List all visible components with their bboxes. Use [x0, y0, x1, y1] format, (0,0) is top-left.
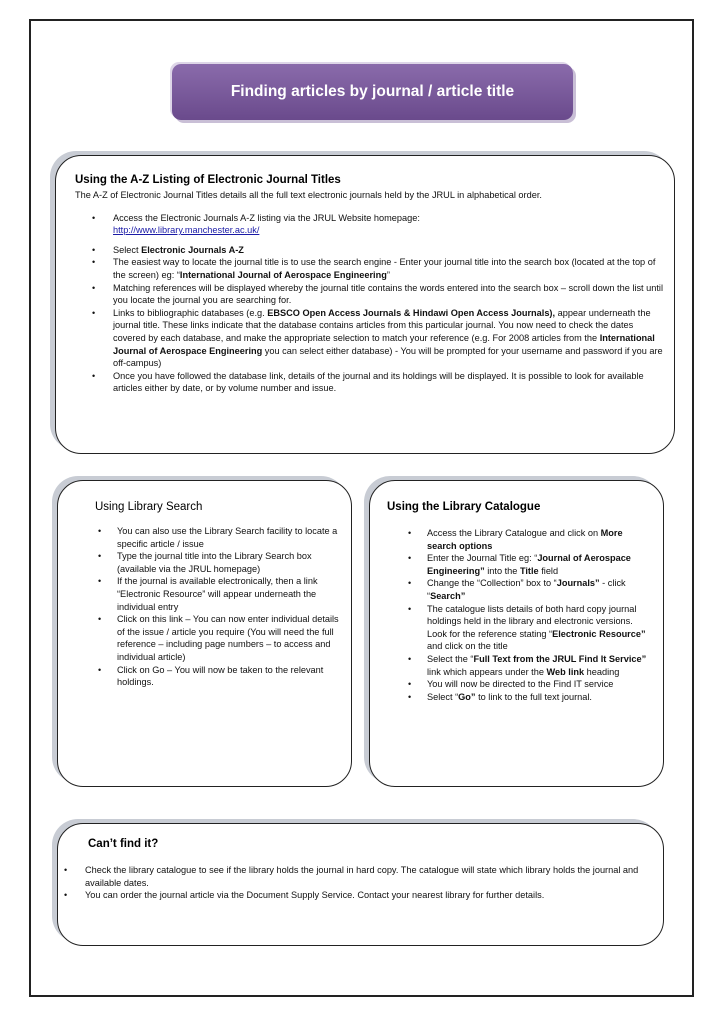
bullet-icon: •	[92, 282, 96, 293]
bullet-icon: •	[92, 370, 96, 381]
list-item: • You can also use the Library Search facility to locate a specific article / issue	[98, 526, 338, 549]
cant-find-it-heading: Can’t find it?	[88, 838, 159, 850]
list-item: • Enter the Journal Title eg: “Journal of Aerospace Engineering” into the Title field	[408, 553, 631, 576]
list-item: • Type the journal title into the Library Search box (available via the JRUL homepage)	[98, 551, 312, 574]
bullet-icon: •	[64, 865, 68, 875]
list-item: • If the journal is available electronically, then a link “Electronic Resource” will appear underneath the individual entry	[98, 576, 318, 612]
az-listing-panel	[55, 155, 675, 454]
list-item: • Links to bibliographic databases (e.g. EBSCO Open Access Journals & Hindawi Open Access Journals), appear underneath the journal title. These links indicate that the database contains articles from this particular journal. You now need to check the dates covered by each database, and make the appropriate selection to match your reference (e.g. For 2008 articles from the International Journal of Aerospace Engineering you can select either database) - You will be prompted for your username and password if you are off-campus)	[92, 307, 663, 369]
list-item: • Matching references will be displayed whereby the journal title contains the words entered into the search box – scroll down the list until you locate the journal you are searching for.	[92, 282, 664, 306]
list-item: • Change the “Collection” box to “Journals” - click “Search”	[408, 578, 626, 601]
bullet-icon: •	[98, 576, 102, 587]
library-search-panel	[57, 480, 352, 787]
list-item: • Access the Library Catalogue and click on More search options	[408, 528, 623, 551]
bullet-icon: •	[92, 307, 96, 318]
list-item: • Click on Go – You will now be taken to the relevant holdings.	[98, 664, 324, 688]
list-item: • Select the “Full Text from the JRUL Find It Service” link which appears under the Web link heading	[408, 653, 647, 677]
jrul-homepage-link[interactable]: http://www.library.manchester.ac.uk/	[113, 225, 260, 236]
bullet-icon: •	[408, 578, 412, 589]
library-search-heading: Using Library Search	[95, 501, 203, 513]
bullet-icon: •	[408, 691, 412, 702]
bullet-icon: •	[408, 553, 412, 564]
bullet-icon: •	[408, 528, 412, 538]
list-item: • Once you have followed the database link, details of the journal and its holdings will be displayed. It is possible to look for available articles either by date, or by volume number and issue.	[92, 370, 644, 394]
list-item: • You will now be directed to the Find IT service	[408, 679, 614, 690]
az-intro: The A-Z of Electronic Journal Titles details all the full text electronic journals held by the JRUL in alphabetical order.	[75, 190, 542, 200]
bullet-icon: •	[92, 212, 96, 223]
bullet-icon: •	[408, 679, 412, 690]
list-item: • Select Electronic Journals A-Z	[92, 244, 244, 255]
bullet-icon: •	[98, 614, 102, 625]
bullet-icon: •	[98, 526, 102, 536]
bullet-icon: •	[64, 890, 68, 901]
list-item: • Select “Go” to link to the full text journal.	[408, 691, 592, 702]
list-item: • The easiest way to locate the journal title is to use the search engine - Enter your journal title into the search box (located at the top of the screen) eg: “International Journal of Aerospace Engineering”	[92, 257, 656, 280]
bullet-icon: •	[98, 664, 102, 675]
az-heading: Using the A-Z Listing of Electronic Journal Titles	[75, 174, 341, 186]
cant-find-it-panel	[57, 823, 664, 946]
list-item: • You can order the journal article via the Document Supply Service. Contact your nearest library for further details.	[64, 890, 545, 901]
library-catalogue-panel	[369, 480, 664, 787]
list-item: • Check the library catalogue to see if the library holds the journal in hard copy. The catalogue will state which library holds the journal and available dates.	[64, 865, 639, 888]
page-title: Finding articles by journal / article title	[172, 64, 573, 120]
list-item: • Click on this link – You can now enter individual details of the issue / article you require (You will need the full reference – including page numbers – to access and individual article)	[98, 614, 339, 662]
library-catalogue-heading: Using the Library Catalogue	[387, 501, 541, 513]
bullet-icon: •	[408, 603, 412, 614]
list-item: • The catalogue lists details of both hard copy journal holdings held in the library and electronic versions. Look for the reference stating “Electronic Resource” and click on the title	[408, 603, 646, 652]
bullet-icon: •	[98, 551, 102, 562]
bullet-icon: •	[92, 257, 96, 268]
bullet-icon: •	[92, 244, 96, 255]
list-item: • Access the Electronic Journals A-Z listing via the JRUL Website homepage: http://www.library.manchester.ac.uk/	[92, 212, 420, 236]
bullet-icon: •	[408, 653, 412, 664]
